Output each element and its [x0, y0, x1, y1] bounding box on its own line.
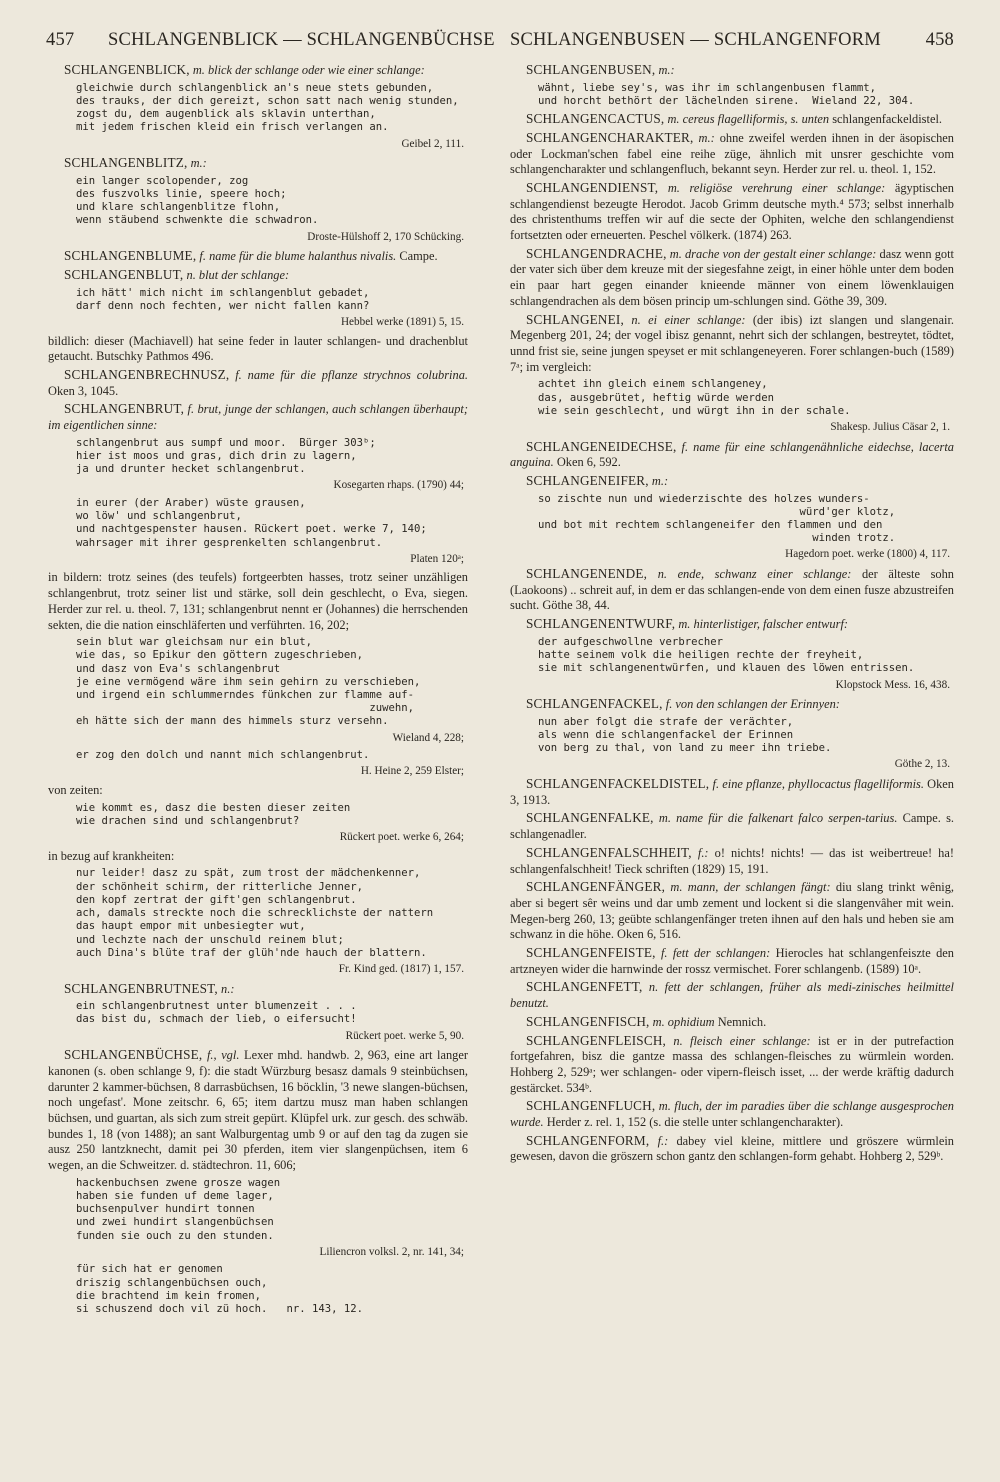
- headword: SCHLANGENFACKEL,: [526, 696, 663, 712]
- grammar-label: f.: [709, 777, 723, 791]
- headword: SCHLANGENBUSEN,: [526, 62, 656, 77]
- quotation-line: hier ist moos und gras, dich drin zu lagern,: [76, 450, 357, 463]
- quotation-line: und dasz von Eva's schlangenbrut: [76, 662, 281, 675]
- entry-text: Oken 6, 592.: [553, 455, 621, 470]
- quotation-line: und irgend ein schlummerndes fünkchen zur flamme auf-: [76, 689, 415, 702]
- headword: SCHLANGENFISCH,: [526, 1013, 650, 1029]
- quotation-line: zogst du, dem augenblick als sklavin unterthan,: [76, 108, 376, 121]
- quotation-line: winden trotz.: [538, 532, 896, 545]
- headword: SCHLANGENEIDECHSE,: [526, 438, 677, 454]
- headword: SCHLANGENFEISTE,: [526, 945, 656, 961]
- grammar-label: n.: [183, 267, 199, 282]
- citation: Shakesp. Julius Cäsar 2, 1.: [830, 420, 950, 433]
- left-page-number: 457: [46, 30, 75, 50]
- dictionary-entry: [510, 1133, 954, 1165]
- quotation-line: wo löw' und schlangenbrut,: [76, 510, 242, 523]
- headword: SCHLANGENEI,: [526, 311, 625, 327]
- grammar-label: f.: [662, 697, 676, 712]
- grammar-label: m.: [189, 63, 208, 77]
- paragraph: von zeiten:: [48, 783, 103, 798]
- citation: Fr. Kind ged. (1817) 1, 157.: [338, 962, 464, 975]
- headword: SCHLANGENBLUME,: [64, 248, 197, 264]
- quotation-line: in eurer (der Araber) wüste grausen,: [76, 497, 306, 510]
- dictionary-entry: [48, 401, 468, 433]
- dictionary-entry: [510, 130, 954, 178]
- headword: SCHLANGENCACTUS,: [526, 111, 665, 127]
- definition: mann, der schlangen fängt:: [687, 880, 831, 895]
- quotation-line: nur leider! dasz zu spät, zum trost der mädchenkenner,: [76, 867, 421, 880]
- definition: brut, junge der schlangen, auch schlangen überhaupt; im eigentlichen sinne:: [48, 402, 468, 433]
- quotation-line: schlangenbrut aus sumpf und moor. Bürger 303ᵇ;: [76, 436, 376, 449]
- grammar-label: m.:: [187, 156, 207, 171]
- quotation-line: ein langer scolopender, zog: [76, 174, 249, 187]
- quotation-line: funden sie ouch zu den stunden.: [76, 1229, 274, 1242]
- dictionary-entry: [510, 312, 954, 376]
- dictionary-entry: [510, 845, 954, 877]
- entry-text: dabey viel kleine, mittlere und gröszere würmlein gewesen, davon die gröszern schon gantz den schlangen-form gehabt. Hohberg 2, 529ᵇ.: [510, 1133, 954, 1164]
- quotation-block: [76, 497, 468, 550]
- quotation-line: der schönheit schirm, der ritterliche Jenner,: [76, 880, 364, 893]
- grammar-label: n.: [647, 567, 678, 582]
- entry-text: Campe.: [396, 249, 438, 264]
- citation: Wieland 4, 228;: [392, 731, 464, 744]
- definition: eine pflanze, phyllocactus flagelliformis.: [722, 777, 924, 791]
- quotation-line: haben sie funden uf deme lager,: [76, 1190, 274, 1203]
- dictionary-entry: [510, 696, 954, 713]
- grammar-label: m.: [664, 112, 683, 127]
- definition: vgl.: [221, 1048, 240, 1063]
- definition: fleisch einer schlange:: [690, 1033, 811, 1048]
- definition: fett der schlangen:: [672, 946, 771, 961]
- left-running-title: SCHLANGENBLICK — SCHLANGENBÜCHSE: [108, 30, 495, 50]
- citation: Liliencron volksl. 2, nr. 141, 34;: [319, 1245, 464, 1258]
- quotation-line: si schuszend doch vil zü hoch. nr. 143, 12.: [76, 1303, 364, 1316]
- citation: Klopstock Mess. 16, 438.: [835, 678, 950, 691]
- grammar-label: m.: [649, 1014, 668, 1029]
- quotation-line: mit jedem frischen kleid ein frisch verlangen an.: [76, 121, 389, 134]
- quotation-block: [76, 802, 468, 828]
- entry-text: ist er in der putrefaction fortgefahren, bisz die gantze massa des schlangen-fleisches zu würmlein worden. Hohberg 2, 529ᵃ; wer schlangen- oder vipern-fleisch isset, ... der werde kräftig dadurch gestärcket. 534ᵇ.: [510, 1033, 955, 1095]
- grammar-label: f.: [196, 249, 210, 264]
- quotation-block: [76, 437, 468, 477]
- quotation-line: so zischte nun und wiederzischte des holzes wunders-: [538, 492, 870, 505]
- quotation-block: [76, 1263, 468, 1316]
- entry-text: o! nichts! nichts! — das ist weibertreue! ha! schlangenfalschheit! Tieck schriften (1829) 15, 191.: [510, 845, 954, 876]
- definition: hinterlistiger, falscher entwurf:: [693, 617, 849, 632]
- quotation-line: würd'ger klotz,: [538, 505, 896, 518]
- paragraph: bildlich: dieser (Machiavell) hat seine feder in lauter schlangen- und drachenblut getaucht. Butschky Pathmos 496.: [48, 333, 468, 364]
- quotation-block: [538, 636, 954, 676]
- quotation-line: und zwei hundirt slangenbüchsen: [76, 1216, 274, 1229]
- quotation-line: für sich hat er genomen: [76, 1263, 223, 1276]
- quotation-line: wenn stäubend schwenkte die schwadron.: [76, 214, 319, 227]
- quotation-line: den kopf zertrat der gift'gen schlangenbrut.: [76, 893, 357, 906]
- quotation-block: [538, 378, 954, 418]
- entry-text: Lexer mhd. handwb. 2, 963, eine art langer kanonen (s. oben schlange 9, f): die stadt Würzburg besasz damals 9 steinbüchsen, darunter 2 kammer-büchsen, 8 darrasbüchsen, 16 böcklin, '3 newe slangen-büchsen, noch ungefast'. Mone zeitschr. 6, 65; item dartzu musz man haben schlangen büchsen, und guartan, als sich zum streit gepürt. Klüpfel urk. zur gesch. des schwäb. bundes 1, 18 (von 1488); an sant Walburgentag umb 9 or auf den tag da zugen sie ausz 250 lantzknecht, damit pei 30 pferden, item vier slangenpüchsen, item 6 wegen, an die Schweitzer. d. städtechron. 11, 606;: [48, 1048, 469, 1173]
- headword: SCHLANGENEIFER,: [526, 472, 649, 488]
- definition: fluch, der im paradies über die schlange ausgesprochen wurde.: [510, 1099, 954, 1130]
- quotation-line: und bot mit rechtem schlangeneifer den flammen und den: [538, 519, 883, 532]
- entry-text: diu slang trinkt wênig, aber si begert sêr weins und dar umb zement und lockent si die slangenvâher mit wein. Megen-berg 260, 13; geübte schlangenfänger treten ihnen auf den hals und heben sie am schwanz in die höhe. Oken 6, 516.: [510, 880, 954, 942]
- entry-text: schlangenfackeldistel.: [829, 112, 942, 127]
- citation: Rückert poet. werke 6, 264;: [339, 831, 464, 844]
- headword: SCHLANGENFLUCH,: [526, 1098, 656, 1114]
- dictionary-entry: [510, 945, 954, 977]
- quotation-line: ja und drunter hecket schlangenbrut.: [76, 463, 306, 476]
- definition: ei einer schlange:: [648, 312, 746, 327]
- grammar-label: n.: [624, 312, 649, 327]
- quotation-line: wahrsager mit ihrer gesprenkelten schlangenbrut.: [76, 536, 383, 549]
- dictionary-entry: [48, 1047, 468, 1174]
- quotation-line: ein schlangenbrutnest unter blumenzeit . . .: [76, 1000, 357, 1013]
- grammar-label: m.: [675, 617, 694, 632]
- grammar-label: f.:: [691, 845, 715, 860]
- quotation-line: und horcht bethört der lächelnden sirene. Wieland 22, 304.: [538, 94, 915, 107]
- dictionary-entry: [48, 981, 468, 998]
- quotation-line: wie kommt es, dasz die besten dieser zeiten: [76, 801, 351, 814]
- quotation-line: und nachtgespenster hausen. Rückert poet. werke 7, 140;: [76, 523, 427, 536]
- quotation-block: [76, 82, 468, 135]
- definition: ophidium: [667, 1014, 715, 1029]
- dictionary-entry: [510, 246, 954, 310]
- grammar-label: n.: [666, 1033, 691, 1048]
- dictionary-entry: [510, 566, 954, 614]
- headword: SCHLANGENFÄNGER,: [526, 879, 666, 895]
- definition: religiöse verehrung einer schlange:: [689, 180, 886, 195]
- citation: H. Heine 2, 259 Elster;: [360, 765, 464, 778]
- quotation-line: sie mit schlangenentwürfen, und klauen des löwen entrissen.: [538, 662, 915, 675]
- headword: SCHLANGENBRUTNEST,: [64, 980, 218, 996]
- dictionary-entry: [510, 616, 954, 633]
- grammar-label: m.: [665, 880, 688, 895]
- quotation-line: wie drachen sind und schlangenbrut?: [76, 814, 300, 827]
- dictionary-entry: [510, 180, 954, 244]
- dictionary-entry: [510, 979, 954, 1011]
- quotation-line: als wenn die schlangenfackel der Erinnen: [538, 729, 794, 741]
- dictionary-entry: [510, 879, 954, 943]
- quotation-line: das, ausgebrütet, heftig würde werden: [538, 391, 774, 404]
- definition: blick der schlange oder wie einer schlange:: [207, 63, 425, 77]
- grammar-label: f.: [655, 946, 673, 961]
- headword: SCHLANGENBLICK,: [64, 62, 190, 77]
- quotation-block: [76, 1177, 468, 1243]
- definition: name für die pflanze strychnos colubrina.: [247, 368, 468, 383]
- quotation-line: des trauks, der dich gereizt, schon satt nach wenig stunden,: [76, 94, 459, 107]
- quotation-block: [538, 716, 954, 756]
- grammar-label: m.:: [648, 473, 669, 488]
- dictionary-entry: [510, 111, 954, 128]
- grammar-label: m.: [666, 246, 685, 261]
- quotation-line: das haupt empor mit unbesiegter wut,: [76, 920, 306, 933]
- quotation-line: ich hätt' mich nicht im schlangenblut gebadet,: [76, 286, 370, 299]
- citation: Hagedorn poet. werke (1800) 4, 117.: [785, 548, 950, 561]
- citation: Droste-Hülshoff 2, 170 Schücking.: [307, 230, 464, 243]
- entry-text: ägyptischen schlangendienst bezeugte Herodot. Jacob Grimm deutsche myth.⁴ 573; selbst innerhalb des christenthums treffen wir auf die secte der Ophiten, welche den schlangendienst fortsetzten oder erneuerten. Peschel völkerk. (1874) 263.: [510, 180, 954, 243]
- grammar-label: n.:: [217, 981, 235, 996]
- citation: Kosegarten rhaps. (1790) 44;: [333, 479, 464, 492]
- quotation-block: [76, 636, 468, 728]
- quotation-line: nun aber folgt die strafe der verächter,: [538, 715, 794, 728]
- dictionary-entry: [510, 439, 954, 471]
- citation: Geibel 2, 111.: [401, 137, 464, 150]
- quotation-line: auch Dina's blüte traf der glüh'nde hauch der blattern.: [76, 946, 427, 959]
- headword: SCHLANGENENDE,: [526, 566, 648, 582]
- entry-text: (der ibis) izt slangen und slangenair. Megenberg 201, 24; der vogel ibisz genannt, nehrt sich der schlangen, bestreytet, tödtet, unnd frist sie, seine jungen speyset er mit schlangeneyeren. Forer schlangen-buch (1589) 7ᵃ; im vergleich:: [510, 312, 954, 374]
- dictionary-entry: [510, 776, 954, 808]
- entry-text: Oken 3, 1913.: [510, 777, 954, 807]
- dictionary-entry: [48, 267, 468, 284]
- definition: fett der schlangen, früher als medi-zinisches heilmittel benutzt.: [510, 980, 954, 1011]
- headword: SCHLANGENDIENST,: [526, 179, 659, 195]
- entry-text: Oken 3, 1045.: [48, 383, 119, 398]
- right-text-column: [510, 62, 954, 1167]
- quotation-line: ach, damals streckte noch die schrecklichste der nattern: [76, 907, 434, 920]
- left-page-header: [46, 30, 495, 56]
- entry-text: ohne zweifel werden ihnen in der äsopischen oder Lockman'schen fabel eine reihe züge, ähnlich mit unsrer geschichte vom schlangencharakter und schlangenfluch, bekannt seyn. Herder zur rel. u. theol. 1, 152.: [510, 130, 954, 177]
- dictionary-entry: [510, 62, 954, 79]
- headword: SCHLANGENBRUT,: [64, 401, 185, 417]
- quotation-line: das bist du, schmach der lieb, o eifersucht!: [76, 1013, 357, 1026]
- quotation-line: er zog den dolch und nannt mich schlangenbrut.: [76, 749, 370, 762]
- definition: von den schlangen der Erinnyen:: [675, 697, 840, 712]
- quotation-block: [76, 749, 468, 762]
- quotation-block: [538, 82, 954, 108]
- grammar-label: n.: [642, 980, 665, 995]
- headword: SCHLANGENCHARAKTER,: [526, 129, 694, 145]
- quotation-line: der aufgeschwollne verbrecher: [538, 635, 723, 648]
- headword: SCHLANGENFALSCHHEIT,: [526, 844, 692, 860]
- quotation-line: sein blut war gleichsam nur ein blut,: [76, 636, 312, 649]
- dictionary-entry: [510, 473, 954, 490]
- headword: SCHLANGENDRACHE,: [526, 245, 667, 261]
- dictionary-entry: [510, 1033, 954, 1097]
- citation: Platen 120ᵃ;: [410, 552, 464, 565]
- quotation-line: hatte seinem volk die heiligen rechte der freyheit,: [538, 649, 864, 662]
- grammar-label: m.: [658, 180, 690, 195]
- quotation-line: von berg zu thal, von land zu meer ihn triebe.: [538, 742, 832, 755]
- grammar-label: f.: [676, 439, 694, 454]
- entry-text: dasz wenn gott der vater sich über dem kreuze mit der siegesfahne zeigt, in einer höhle unter dem boden ein paar hart gegen einander knieende männer von einem löwenklauigen schlangendrachen als dem bösen princip um-schlungen sind. Göthe 39, 309.: [510, 246, 954, 308]
- headword: SCHLANGENENTWURF,: [526, 616, 676, 632]
- right-running-title: SCHLANGENBUSEN — SCHLANGENFORM: [510, 30, 881, 50]
- entry-text: der älteste sohn (Laokoons) .. schreit auf, in dem er das schlangen-ende von dem einen fusze abzustreifen sucht. Göthe 38, 44.: [510, 567, 954, 613]
- headword: SCHLANGENFORM,: [526, 1132, 650, 1148]
- citation: Göthe 2, 13.: [894, 758, 950, 771]
- dictionary-entry: [48, 248, 468, 265]
- quotation-line: buchsenpulver hundirt tonnen: [76, 1203, 255, 1216]
- entry-text: Nemnich.: [714, 1014, 767, 1029]
- grammar-label: f.: [229, 368, 248, 383]
- quotation-line: darf denn noch fechten, wer nicht fallen kann?: [76, 299, 370, 312]
- citation: Rückert poet. werke 5, 90.: [345, 1029, 464, 1042]
- quotation-block: [538, 493, 954, 546]
- left-text-column: [48, 62, 468, 1319]
- dictionary-entry: [510, 810, 954, 842]
- grammar-label: m.:: [655, 63, 675, 77]
- entry-text: Campe. s. schlangenadler.: [510, 811, 954, 842]
- headword: SCHLANGENFLEISCH,: [526, 1032, 667, 1048]
- quotation-line: wie das, so Epikur den göttern zugeschrieben,: [76, 649, 364, 662]
- grammar-label: m.:: [693, 130, 720, 145]
- citation: Hebbel werke (1891) 5, 15.: [340, 316, 464, 329]
- definition: name für die falkenart falco serpen-tarius.: [676, 811, 898, 826]
- quotation-line: achtet ihn gleich einem schlangeney,: [538, 378, 768, 391]
- entry-text: Hierocles hat schlangenfeiszte den artzneyen wider die harnwinde der rossz vermischet. Forer schlangenb. (1589) 10ᵃ.: [510, 946, 954, 976]
- quotation-line: wähnt, liebe sey's, was ihr im schlangenbusen flammt,: [538, 81, 877, 94]
- dictionary-entry: [48, 155, 468, 172]
- dictionary-entry: [510, 1098, 954, 1130]
- quotation-line: und klare schlangenblitze flohn,: [76, 201, 281, 214]
- quotation-line: eh hätte sich der mann des himmels sturz versehn.: [76, 715, 389, 728]
- dictionary-entry: [48, 367, 468, 399]
- headword: SCHLANGENBLITZ,: [64, 155, 188, 171]
- grammar-label: m.: [655, 1099, 675, 1114]
- definition: name für die blume halanthus nivalis.: [209, 249, 397, 264]
- headword: SCHLANGENFALKE,: [526, 810, 654, 826]
- quotation-line: wie sein geschlecht, und würgt ihn in der schale.: [538, 404, 851, 417]
- quotation-line: gleichwie durch schlangenblick an's neue stets gebunden,: [76, 81, 434, 94]
- quotation-line: die brachtend im kein fromen,: [76, 1289, 261, 1302]
- definition: blut der schlange:: [198, 267, 290, 282]
- right-page-header: [510, 30, 954, 56]
- headword: SCHLANGENBÜCHSE,: [64, 1047, 203, 1063]
- quotation-block: [76, 1000, 468, 1026]
- definition: ende, schwanz einer schlange:: [677, 567, 852, 582]
- grammar-label: f.,: [202, 1048, 222, 1063]
- quotation-block: [76, 175, 468, 228]
- grammar-label: f.:: [649, 1133, 677, 1148]
- grammar-label: f.: [184, 402, 198, 417]
- paragraph: in bezug auf krankheiten:: [48, 848, 175, 863]
- headword: SCHLANGENBRECHNUSZ,: [64, 367, 230, 383]
- headword: SCHLANGENFETT,: [526, 979, 643, 995]
- quotation-block: [76, 867, 468, 959]
- dictionary-entry: [510, 1014, 954, 1031]
- headword: SCHLANGENBLUT,: [64, 266, 184, 282]
- entry-text: Herder z. rel. 1, 152 (s. die stelle unter schlangencharakter).: [543, 1115, 844, 1130]
- definition: name für eine schlangenähnliche eidechse, lacerta anguina.: [510, 439, 954, 470]
- quotation-line: driszig schlangenbüchsen ouch,: [76, 1276, 268, 1289]
- quotation-line: und lechzte nach der unschuld reinem blut;: [76, 933, 344, 946]
- quotation-line: zuwehn,: [76, 702, 415, 715]
- definition: cereus flagelliformis, s. unten: [682, 112, 830, 127]
- quotation-block: [76, 287, 468, 313]
- definition: drache von der gestalt einer schlange:: [684, 246, 877, 261]
- quotation-line: des fuszvolks linie, speere hoch;: [76, 188, 287, 201]
- right-page-number: 458: [925, 30, 954, 50]
- dictionary-entry: [48, 62, 468, 79]
- quotation-line: je eine vermögend wäre ihm sein gehirn zu verschieben,: [76, 675, 421, 688]
- headword: SCHLANGENFACKELDISTEL,: [526, 776, 710, 791]
- quotation-line: hackenbuchsen zwene grosze wagen: [76, 1176, 281, 1189]
- grammar-label: m.: [653, 811, 677, 826]
- paragraph: in bildern: trotz seines (des teufels) fortgeerbten hasses, trotz seiner unzähligen schlangenbrut, trotz seiner list und stärke, soll dein geschlecht, o Eva, siegen. Herder zur rel. u. theol. 7, 131; schlangenbrut nennt er (Johannes) die herrschenden sekten, die die nation einschläferten und verführten. 16, 202;: [48, 570, 468, 632]
